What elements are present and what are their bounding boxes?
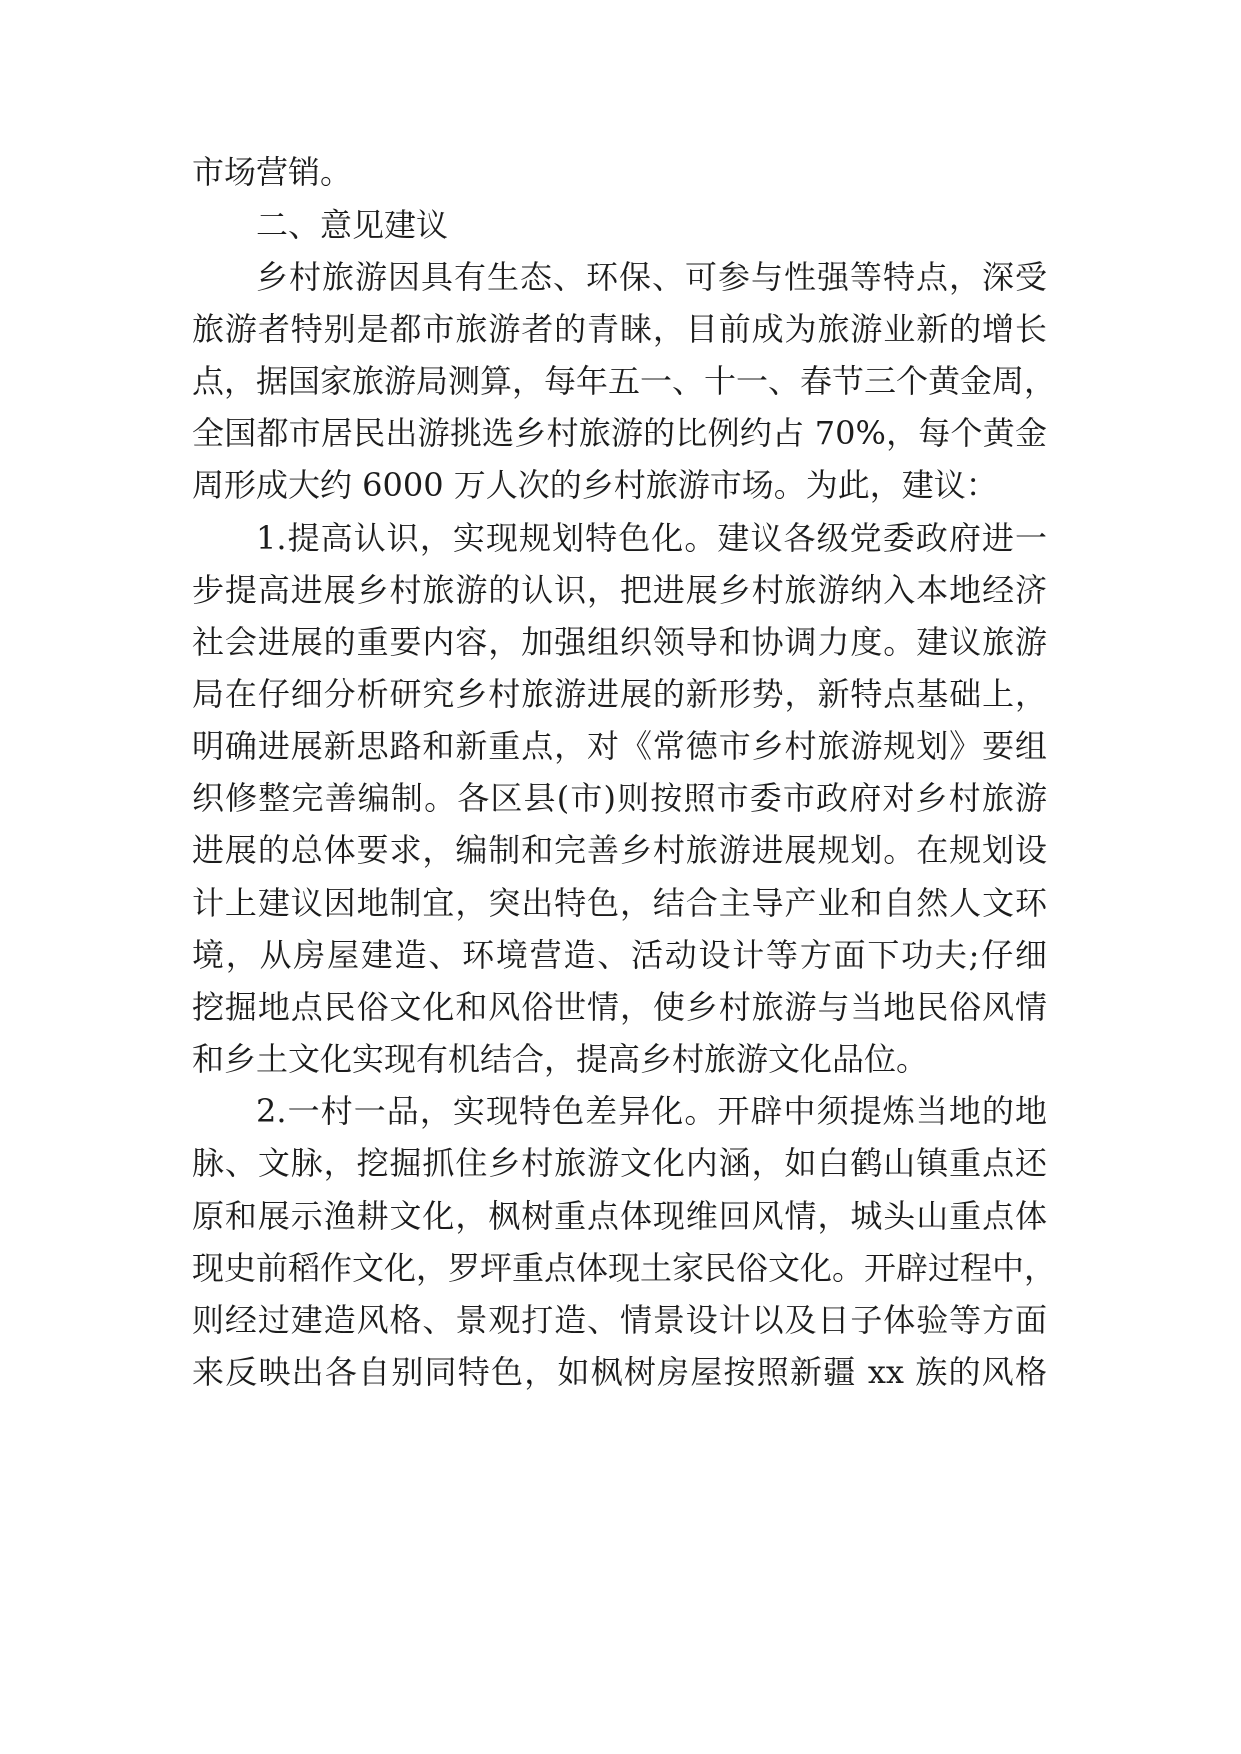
- text-line: 局在仔细分析研究乡村旅游进展的新形势，新特点基础上，: [192, 675, 1047, 713]
- text-line: 境，从房屋建造、环境营造、活动设计等方面下功夫;仔细: [192, 936, 1047, 974]
- text-line: 2.一村一品，实现特色差异化。开辟中须提炼当地的地: [256, 1092, 1047, 1130]
- text-line: 全国都市居民出游挑选乡村旅游的比例约占 70%，每个黄金: [192, 414, 1047, 452]
- text-line: 和乡土文化实现有机结合，提高乡村旅游文化品位。: [192, 1040, 929, 1078]
- text-line: 进展的总体要求，编制和完善乡村旅游进展规划。在规划设: [192, 831, 1047, 869]
- text-line: 步提高进展乡村旅游的认识，把进展乡村旅游纳入本地经济: [192, 571, 1047, 609]
- text-line: 挖掘地点民俗文化和风俗世情，使乡村旅游与当地民俗风情: [192, 988, 1047, 1026]
- text-line: 周形成大约 6000 万人次的乡村旅游市场。为此，建议：: [192, 466, 998, 504]
- text-line: 则经过建造风格、景观打造、情景设计以及日子体验等方面: [192, 1301, 1047, 1339]
- text-line: 原和展示渔耕文化，枫树重点体现维回风情，城头山重点体: [192, 1197, 1047, 1235]
- text-line: 乡村旅游因具有生态、环保、可参与性强等特点，深受: [256, 258, 1047, 296]
- text-line: 点，据国家旅游局测算，每年五一、十一、春节三个黄金周，: [192, 362, 1057, 400]
- text-line: 脉、文脉，挖掘抓住乡村旅游文化内涵，如白鹤山镇重点还: [192, 1144, 1047, 1182]
- text-line: 旅游者特别是都市旅游者的青睐，目前成为旅游业新的增长: [192, 310, 1047, 348]
- text-line: 织修整完善编制。各区县(市)则按照市委市政府对乡村旅游: [192, 779, 1047, 817]
- text-line: 明确进展新思路和新重点，对《常德市乡村旅游规划》要组: [192, 727, 1047, 765]
- text-line: 社会进展的重要内容，加强组织领导和协调力度。建议旅游: [192, 623, 1047, 661]
- text-line: 现史前稻作文化，罗坪重点体现土家民俗文化。开辟过程中，: [192, 1249, 1057, 1287]
- text-line: 计上建议因地制宜，突出特色，结合主导产业和自然人文环: [192, 884, 1047, 922]
- text-line: 来反映出各自别同特色，如枫树房屋按照新疆 xx 族的风格: [192, 1353, 1047, 1391]
- text-line: 1.提高认识，实现规划特色化。建议各级党委政府进一: [256, 519, 1047, 557]
- text-line: 市场营销。: [192, 153, 353, 191]
- section-heading: 二、意见建议: [256, 206, 449, 244]
